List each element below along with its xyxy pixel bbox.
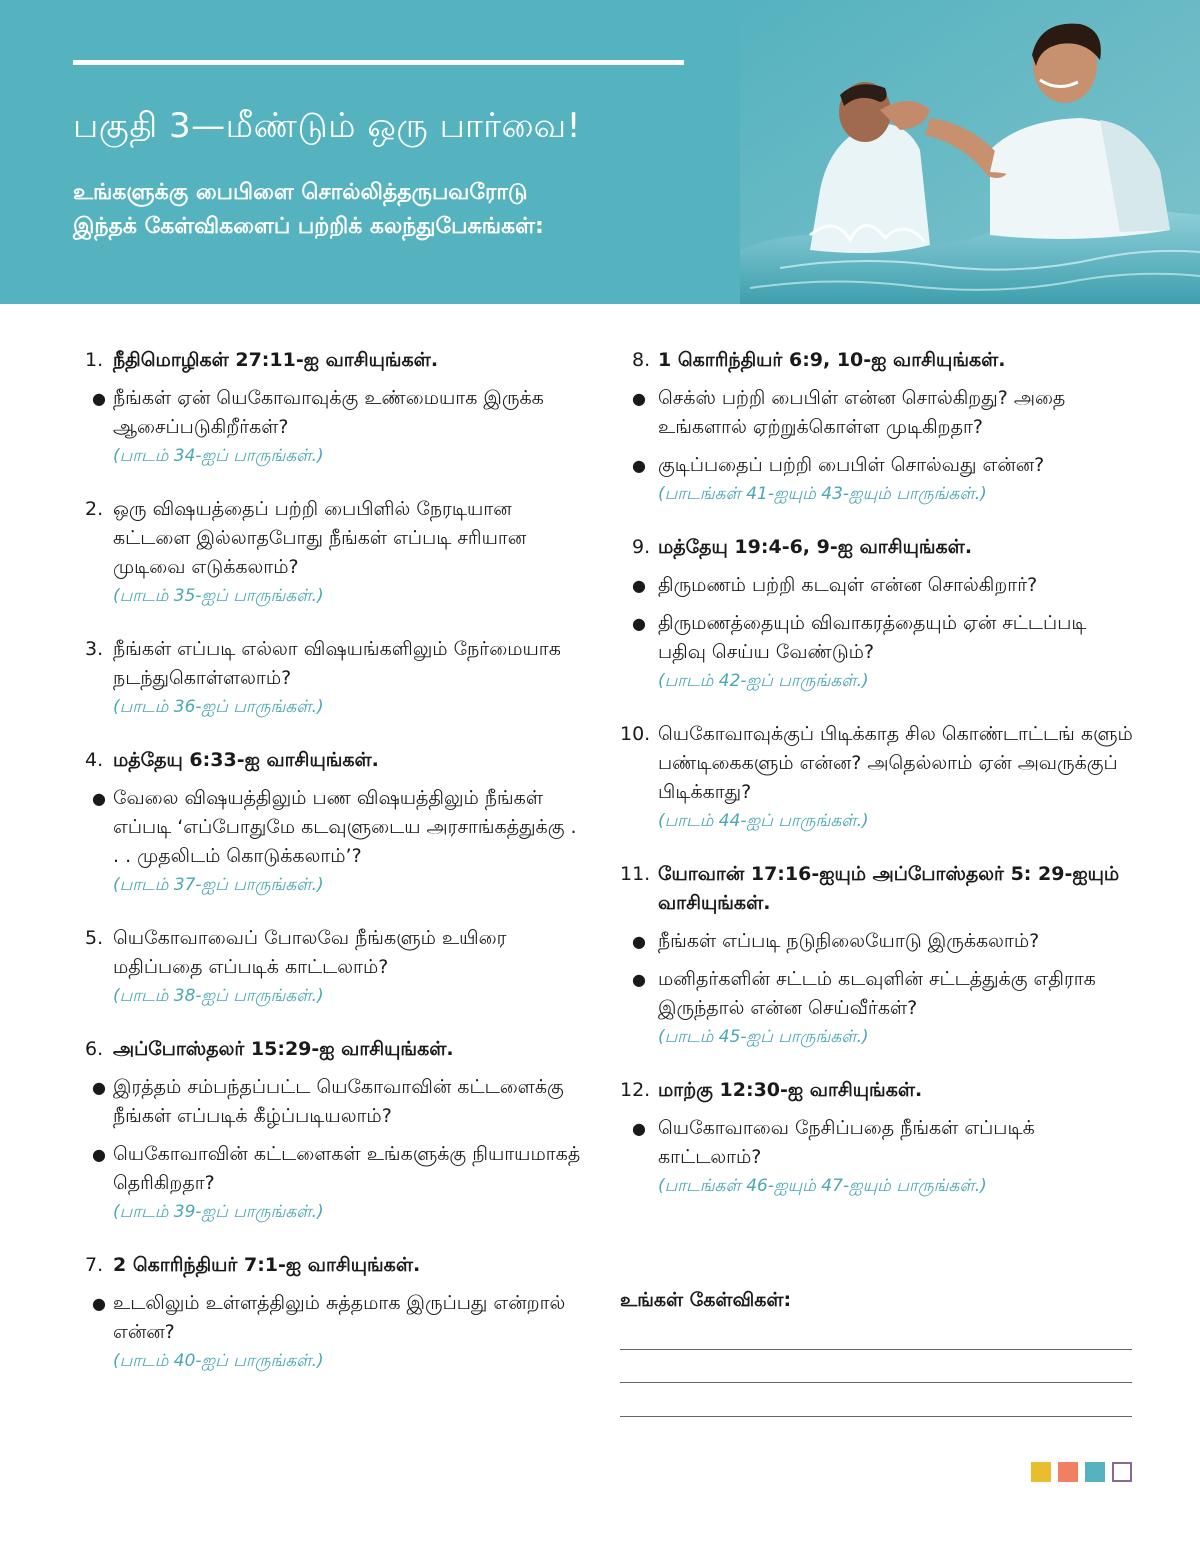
- subtitle-line-2: இந்தக் கேள்விகளைப் பற்றிக் கலந்துபேசுங்கள்:: [73, 214, 544, 239]
- question-bullet: ● குடிப்பதைப் பற்றி பைபிள் சொல்வது என்ன?: [620, 451, 1140, 480]
- question-text: அப்போஸ்தலர் 15:29-ஐ வாசியுங்கள்.: [113, 1038, 454, 1060]
- lesson-reference: (பாடம் 44-ஐப் பாருங்கள்.): [658, 811, 869, 831]
- question-number: 8.: [632, 349, 651, 371]
- question-number: 6.: [85, 1038, 104, 1060]
- question-bullet: ● உடலிலும் உள்ளத்திலும் சுத்தமாக இருப்பது என்றால் என்ன?: [85, 1289, 585, 1347]
- baptism-illustration: [740, 0, 1200, 304]
- question-text: யோவான் 17:16-ஐயும் அப்போஸ்தலர் 5: 29-ஐயும் வாசியுங்கள்.: [658, 863, 1120, 914]
- bullet-icon: ●: [632, 1119, 646, 1138]
- questions-right-column: [620, 346, 1140, 1198]
- question-bullet: ● திருமணத்தையும் விவாகரத்தையும் ஏன் சட்டப்படி பதிவு செய்ய வேண்டும்?: [620, 609, 1140, 667]
- question-2: [85, 495, 585, 608]
- question-number: 11.: [620, 863, 651, 885]
- subtitle-line-1: உங்களுக்கு பைபிளை சொல்லித்தருபவரோடு: [73, 180, 528, 205]
- question-3: [85, 635, 585, 719]
- your-questions-label: உங்கள் கேள்விகள்:: [620, 1289, 792, 1311]
- question-text: 1 கொரிந்தியர் 6:9, 10-ஐ வாசியுங்கள்.: [658, 349, 1006, 371]
- question-text: மாற்கு 12:30-ஐ வாசியுங்கள்.: [658, 1079, 923, 1101]
- question-bullet: ● இரத்தம் சம்பந்தப்பட்ட யெகோவாவின் கட்டளைக்கு நீங்கள் எப்படிக் கீழ்ப்படியலாம்?: [85, 1073, 585, 1131]
- question-bullet: ● செக்ஸ் பற்றி பைபிள் என்ன சொல்கிறது? அதை உங்களால் ஏற்றுக்கொள்ள முடிகிறதா?: [620, 384, 1140, 442]
- question-1: [85, 346, 585, 468]
- bullet-icon: ●: [632, 970, 646, 989]
- lesson-reference: (பாடம் 35-ஐப் பாருங்கள்.): [113, 586, 324, 606]
- header-banner: [0, 0, 1200, 304]
- decor-square-teal: [1085, 1462, 1105, 1482]
- decor-square-orange: [1058, 1462, 1078, 1482]
- question-text: யெகோவாவுக்குப் பிடிக்காத சில கொண்டாட்டங் களும் பண்டிகைகளும் என்ன? அதெல்லாம் ஏன் அவருக்குப் பிடிக்காது?: [658, 723, 1133, 803]
- decor-square-yellow: [1031, 1462, 1051, 1482]
- page-subtitle: [73, 176, 544, 244]
- questions-left-column: [85, 346, 585, 1373]
- question-bullet: ● நீங்கள் ஏன் யெகோவாவுக்கு உண்மையாக இருக்க ஆசைப்படுகிறீர்கள்?: [85, 384, 585, 442]
- question-7: [85, 1251, 585, 1373]
- bullet-icon: ●: [92, 1145, 106, 1164]
- question-number: 7.: [85, 1254, 104, 1276]
- bullet-icon: ●: [632, 576, 646, 595]
- question-number: 1.: [85, 349, 104, 371]
- question-bullet: ● நீங்கள் எப்படி நடுநிலையோடு இருக்கலாம்?: [620, 927, 1140, 956]
- question-8: [620, 346, 1140, 506]
- question-text: மத்தேயு 6:33-ஐ வாசியுங்கள்.: [113, 749, 379, 771]
- lesson-reference: (பாடம் 42-ஐப் பாருங்கள்.): [658, 671, 869, 691]
- question-number: 9.: [632, 536, 651, 558]
- answer-line-1[interactable]: [620, 1349, 1132, 1350]
- question-text: மத்தேயு 19:4-6, 9-ஐ வாசியுங்கள்.: [658, 536, 973, 558]
- lesson-reference: (பாடம் 38-ஐப் பாருங்கள்.): [113, 986, 324, 1006]
- question-bullet: ● வேலை விஷயத்திலும் பண விஷயத்திலும் நீங்கள் எப்படி ‘எப்போதுமே கடவுளுடைய அரசாங்கத்துக்கு . . . முதலிடம் கொடுக்கலாம்’?: [85, 784, 585, 871]
- question-bullet: ● யெகோவாவை நேசிப்பதை நீங்கள் எப்படிக் காட்டலாம்?: [620, 1114, 1140, 1172]
- question-text: நீங்கள் எப்படி எல்லா விஷயங்களிலும் நேர்மையாக நடந்துகொள்ளலாம்?: [113, 638, 561, 689]
- bullet-icon: ●: [632, 389, 646, 408]
- lesson-reference: (பாடம் 37-ஐப் பாருங்கள்.): [113, 875, 324, 895]
- bullet-icon: ●: [92, 389, 106, 408]
- question-bullet: ● யெகோவாவின் கட்டளைகள் உங்களுக்கு நியாயமாகத் தெரிகிறதா?: [85, 1140, 585, 1198]
- question-text: யெகோவாவைப் போலவே நீங்களும் உயிரை மதிப்பதை எப்படிக் காட்டலாம்?: [113, 927, 507, 978]
- bullet-icon: ●: [92, 789, 106, 808]
- lesson-reference: (பாடம் 39-ஐப் பாருங்கள்.): [113, 1202, 324, 1222]
- question-number: 10.: [620, 723, 651, 745]
- question-number: 3.: [85, 638, 104, 660]
- header-rule: [73, 60, 684, 65]
- question-11: [620, 860, 1140, 1049]
- bullet-icon: ●: [632, 456, 646, 475]
- bullet-icon: ●: [92, 1078, 106, 1097]
- question-bullet: ● மனிதர்களின் சட்டம் கடவுளின் சட்டத்துக்கு எதிராக இருந்தால் என்ன செய்வீர்கள்?: [620, 965, 1140, 1023]
- answer-line-3[interactable]: [620, 1416, 1132, 1417]
- lesson-reference: (பாடம் 34-ஐப் பாருங்கள்.): [113, 446, 324, 466]
- page-title: பகுதி 3—மீண்டும் ஒரு பார்வை!: [73, 106, 581, 146]
- lesson-reference: (பாடங்கள் 41-ஐயும் 43-ஐயும் பாருங்கள்.): [658, 484, 987, 504]
- lesson-reference: (பாடம் 36-ஐப் பாருங்கள்.): [113, 697, 324, 717]
- question-text: நீதிமொழிகள் 27:11-ஐ வாசியுங்கள்.: [113, 349, 439, 371]
- lesson-reference: (பாடம் 45-ஐப் பாருங்கள்.): [658, 1027, 869, 1047]
- question-4: [85, 746, 585, 897]
- bullet-icon: ●: [92, 1294, 106, 1313]
- lesson-reference: (பாடங்கள் 46-ஐயும் 47-ஐயும் பாருங்கள்.): [658, 1176, 987, 1196]
- lesson-reference: (பாடம் 40-ஐப் பாருங்கள்.): [113, 1351, 324, 1371]
- answer-line-2[interactable]: [620, 1382, 1132, 1383]
- decor-square-purple-outline: [1112, 1462, 1132, 1482]
- question-5: [85, 924, 585, 1008]
- question-number: 4.: [85, 749, 104, 771]
- question-number: 5.: [85, 927, 104, 949]
- question-9: [620, 533, 1140, 693]
- bullet-icon: ●: [632, 932, 646, 951]
- question-text: ஒரு விஷயத்தைப் பற்றி பைபிளில் நேரடியான கட்டளை இல்லாதபோது நீங்கள் எப்படி சரியான முடிவை எடுக்கலாம்?: [113, 498, 527, 578]
- question-number: 12.: [620, 1079, 651, 1101]
- question-bullet: ● திருமணம் பற்றி கடவுள் என்ன சொல்கிறார்?: [620, 571, 1140, 600]
- question-6: [85, 1035, 585, 1224]
- question-12: [620, 1076, 1140, 1198]
- question-number: 2.: [85, 498, 104, 520]
- question-10: [620, 720, 1140, 833]
- bullet-icon: ●: [632, 614, 646, 633]
- question-text: 2 கொரிந்தியர் 7:1-ஐ வாசியுங்கள்.: [113, 1254, 421, 1276]
